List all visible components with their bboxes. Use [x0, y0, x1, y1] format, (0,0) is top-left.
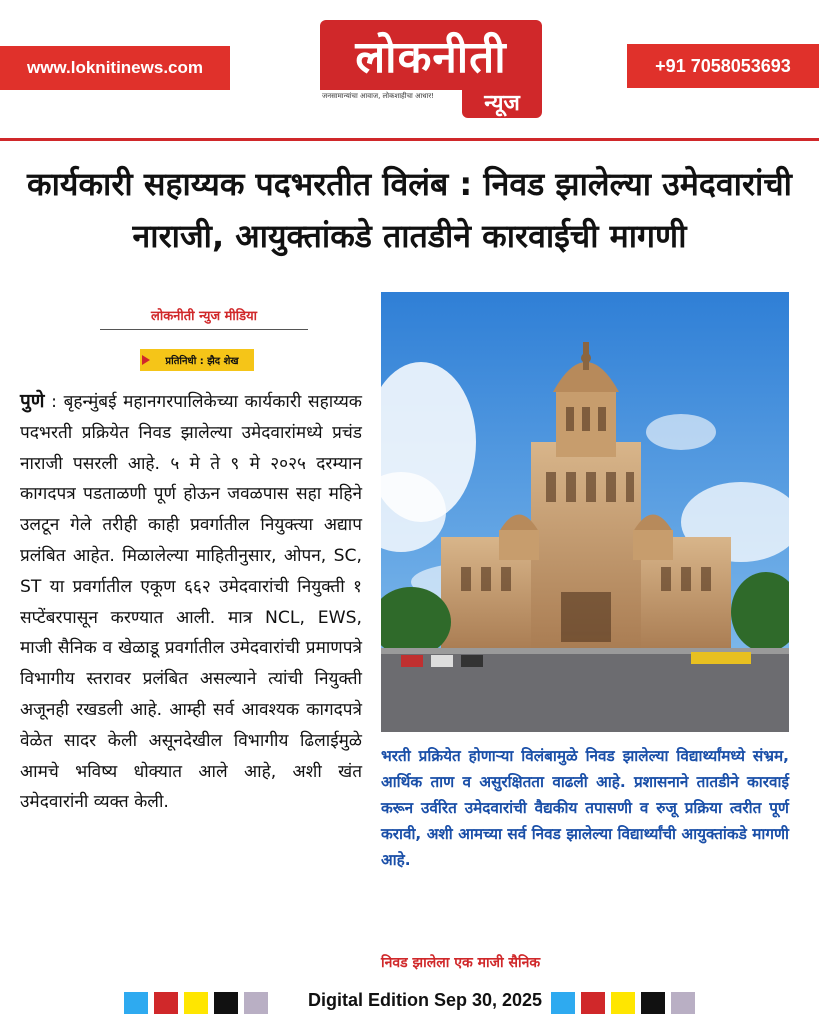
swatch-left-4	[214, 992, 238, 1014]
media-name: लोकनीती न्युज मीडिया	[151, 309, 257, 324]
swatch-right-3	[611, 992, 635, 1014]
swatch-right-1	[551, 992, 575, 1014]
swatch-left-2	[154, 992, 178, 1014]
color-swatches-right	[551, 992, 695, 1014]
quote-source: निवड झालेला एक माजी सैनिक	[381, 955, 541, 971]
article-body	[20, 386, 362, 818]
dateline-city: पुणे	[20, 390, 45, 412]
phone-banner[interactable]: +91 7058053693	[627, 44, 819, 88]
article-photo	[381, 292, 789, 732]
masthead-logo	[320, 20, 542, 118]
swatch-left-1	[124, 992, 148, 1014]
photo-caption-quote: भरती प्रक्रियेत होणाऱ्या विलंबामुळे निवड झालेल्या विद्यार्थ्यांमध्ये संभ्रम, आर्थिक ताण व असुरक्षितता वाढली आहे. प्रशासनाने तातडीने कारवाई करून उर्वरित उमेदवारांची वैद्यकीय तपासणी व रुजू प्रक्रिया त्वरीत पूर्ण करावी, अशी आमच्या सर्व निवड झालेल्या विद्यार्थ्यांची आयुक्तांकडे मागणी आहे.	[381, 747, 789, 869]
logo-main-text: लोकनीती	[320, 20, 542, 90]
edition-date: Digital Edition Sep 30, 2025	[308, 990, 543, 1010]
logo-sub-text: न्यूज	[462, 86, 542, 118]
header-divider	[0, 138, 819, 141]
article-headline: कार्यकारी सहाय्यक पदभरतीत विलंब : निवड झालेल्या उमेदवारांची नाराजी, आयुक्तांकडे तातडीने कारवाईची मागणी	[27, 165, 792, 255]
bmc-building-illustration	[381, 292, 789, 732]
reporter-badge	[140, 349, 254, 371]
article-body-text: : बृहन्मुंबई महानगरपालिकेच्या कार्यकारी सहाय्यक पदभरती प्रक्रियेत निवड झालेल्या उमेदवारांमध्ये प्रचंड नाराजी पसरली आहे. ५ मे ते ९ मे २०२५ दरम्यान कागदपत्र पडताळणी पूर्ण होऊन जवळपास सहा महिने उलटून गेले तरीही काही प्रवर्गातील नियुक्त्या अद्याप प्रलंबित आहेत. मिळालेल्या माहितीनुसार, ओपन, SC, ST या प्रवर्गातील एकूण ६६२ उमेदवारांची नियुक्ती १ सप्टेंबरपासून करण्यात आली. मात्र NCL, EWS, माजी सैनिक व खेळाडू प्रवर्गातील उमेदवारांची प्रमाणपत्रे विभागीय स्तरावर प्रलंबित असल्याने त्यांची नियुक्ती अजूनही रखडली आहे. आम्ही सर्व आवश्यक कागदपत्रे वेळेत सादर केली असूनदेखील विभागीय ढिलाईमुळे आमचे भविष्य धोक्यात आले आहे, अशी खंत उमेदवारांनी व्यक्त केली.	[20, 392, 362, 813]
swatch-left-3	[184, 992, 208, 1014]
swatch-right-5	[671, 992, 695, 1014]
color-swatches-left	[124, 992, 268, 1014]
website-banner[interactable]: www.loknitinews.com	[0, 46, 230, 90]
swatch-right-4	[641, 992, 665, 1014]
media-divider	[100, 329, 308, 330]
swatch-left-5	[244, 992, 268, 1014]
reporter-label: प्रतिनिधी : झैद शेख	[165, 356, 239, 367]
swatch-right-2	[581, 992, 605, 1014]
logo-tagline: जनसामान्यांचा आवाज, लोकशाहीचा आधार!	[322, 92, 435, 100]
